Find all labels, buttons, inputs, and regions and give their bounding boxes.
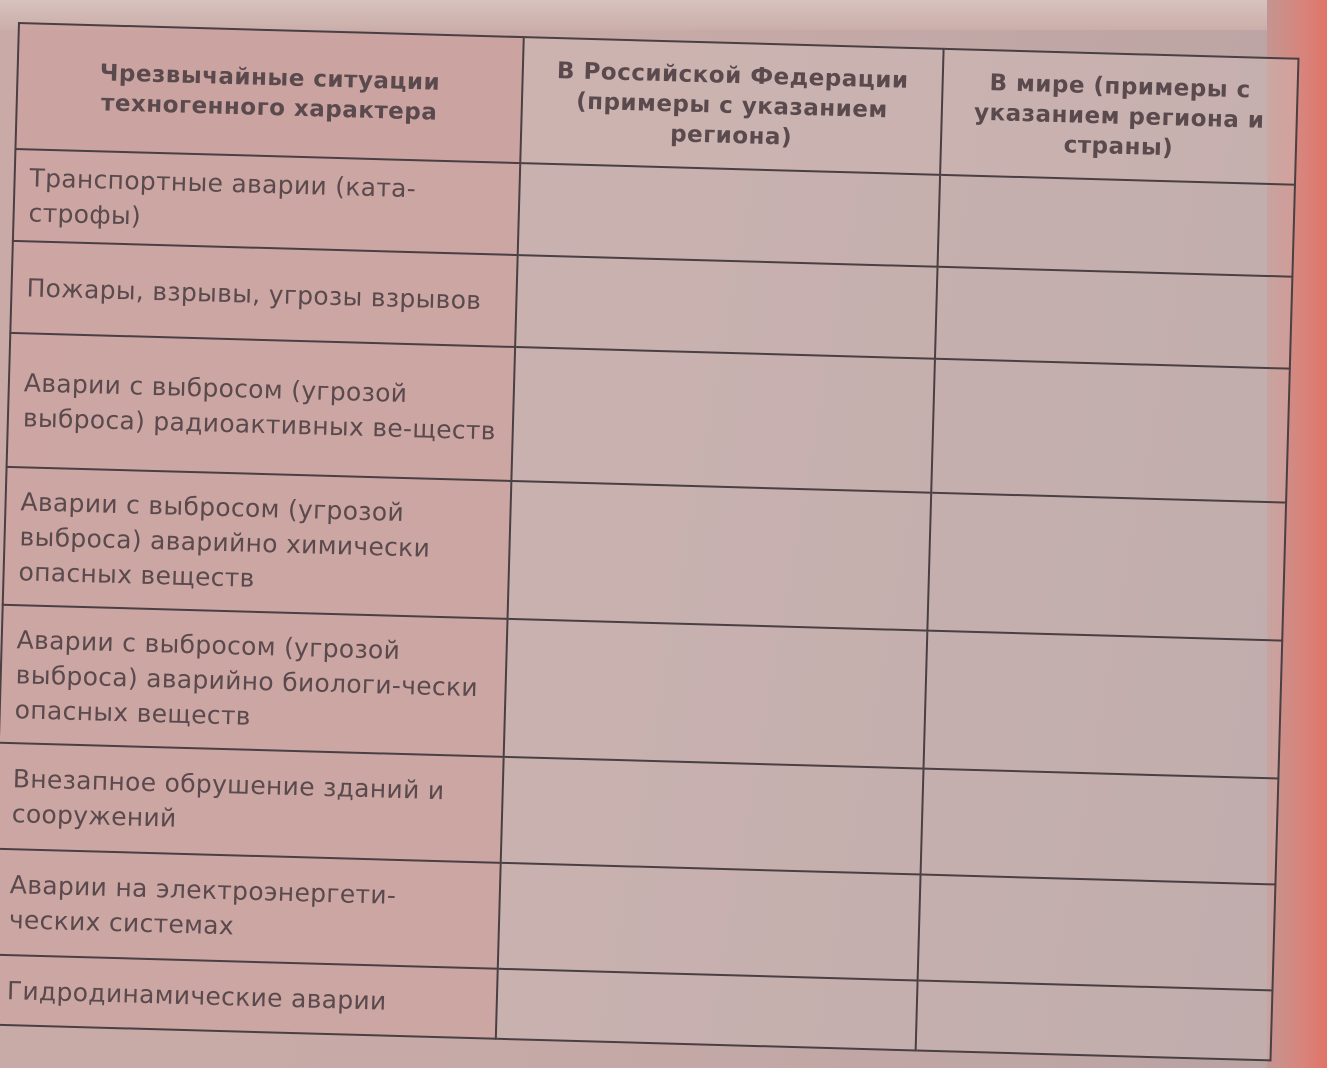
header-world-examples: В мире (примеры с указанием региона и страны) bbox=[940, 49, 1298, 185]
cell-world-collapse[interactable] bbox=[921, 769, 1279, 885]
cell-russia-fires[interactable] bbox=[515, 255, 937, 359]
cell-russia-power[interactable] bbox=[498, 863, 921, 981]
cell-russia-radioactive[interactable] bbox=[511, 347, 935, 493]
row-label-collapse: Внезапное обрушение зданий и сооружений bbox=[0, 743, 504, 863]
row-label-transport: Транспортные аварии (ката-строфы) bbox=[13, 149, 520, 255]
cell-world-chemical[interactable] bbox=[927, 493, 1286, 641]
cell-world-biological[interactable] bbox=[924, 631, 1283, 779]
cell-russia-collapse[interactable] bbox=[501, 757, 924, 875]
worksheet bbox=[0, 22, 1307, 1058]
cell-world-transport[interactable] bbox=[938, 175, 1295, 277]
page-top-edge bbox=[0, 0, 1327, 30]
header-emergency-type: Чрезвычайные ситуации техногенного характера bbox=[15, 23, 523, 163]
cell-world-radioactive[interactable] bbox=[931, 359, 1290, 503]
cell-russia-hydrodynamic[interactable] bbox=[496, 969, 918, 1051]
header-russia-examples: В Российской Федерации (примеры с указанием региона) bbox=[520, 37, 943, 175]
cell-world-fires[interactable] bbox=[935, 267, 1292, 369]
cell-world-power[interactable] bbox=[918, 875, 1276, 991]
row-label-fires: Пожары, взрывы, угрозы взрывов bbox=[10, 241, 517, 347]
row-label-radioactive: Аварии с выбросом (угрозой выброса) радиоактивных ве-ществ bbox=[7, 333, 516, 481]
cell-russia-transport[interactable] bbox=[518, 163, 940, 267]
row-label-biological: Аварии с выбросом (угрозой выброса) аварийно биологи-чески опасных веществ bbox=[0, 605, 508, 757]
row-label-power: Аварии на электроэнергети-ческих системах bbox=[0, 849, 501, 969]
emergency-table bbox=[0, 22, 1300, 1061]
cell-world-hydrodynamic[interactable] bbox=[916, 980, 1273, 1060]
cell-russia-biological[interactable] bbox=[504, 619, 928, 769]
row-label-chemical: Аварии с выбросом (угрозой выброса) аварийно химически опасных веществ bbox=[3, 467, 512, 619]
row-label-hydrodynamic: Гидродинамические аварии bbox=[0, 955, 498, 1039]
cell-russia-chemical[interactable] bbox=[508, 481, 932, 631]
